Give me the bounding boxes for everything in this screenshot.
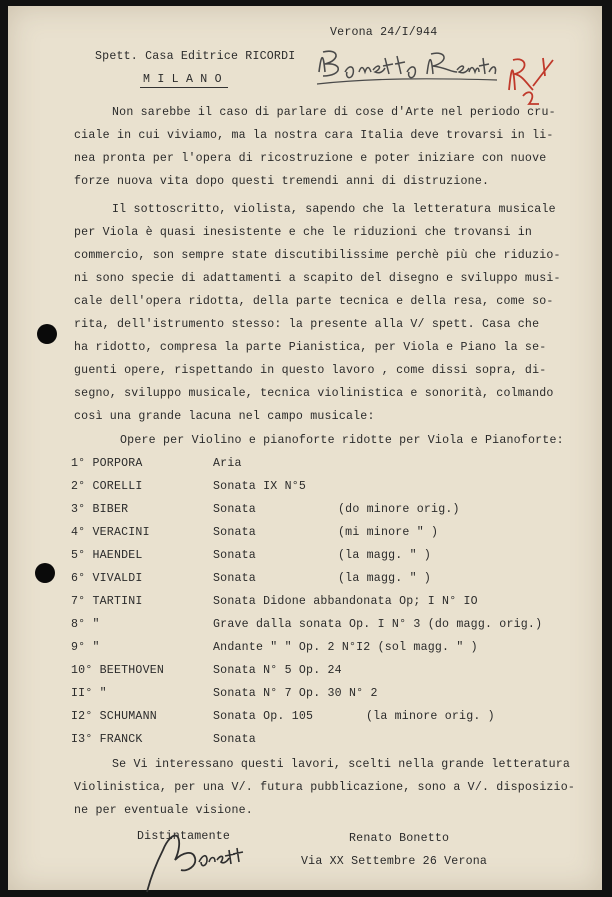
punch-hole-top — [37, 324, 57, 344]
work-number: II° " — [71, 687, 107, 700]
paragraph-1-line-2: ciale in cui viviamo, ma la nostra cara Italia deve trovarsi in li- — [74, 129, 554, 142]
work-number: I3° FRANCK — [71, 733, 143, 746]
paragraph-2-line-5: cale dell'opera ridotta, della parte tecnica e della resa, come so- — [74, 295, 554, 308]
work-title: Sonata — [213, 549, 256, 562]
handwritten-signature — [143, 826, 263, 896]
paragraph-3-line-3: ne per eventuale visione. — [74, 804, 253, 817]
sender-address: Via XX Settembre 26 Verona — [301, 855, 488, 868]
works-list-title: Opere per Violino e pianoforte ridotte per Viola e Pianoforte: — [120, 434, 564, 447]
work-number: 8° " — [71, 618, 100, 631]
addressee-city: M I L A N O — [143, 73, 222, 86]
paragraph-3-line-1: Se Vi interessano questi lavori, scelti nella grande letteratura — [112, 758, 571, 771]
work-title: Andante " " Op. 2 N°I2 (sol magg. " ) — [213, 641, 478, 654]
closing-salutation: Distintamente — [137, 830, 231, 843]
paragraph-2-line-6: rita, dell'istrumento stesso: la presente alla V/ spett. Casa che — [74, 318, 540, 331]
work-title: Grave dalla sonata Op. I N° 3 (do magg. orig.) — [213, 618, 543, 631]
work-title: Sonata N° 7 Op. 30 N° 2 — [213, 687, 378, 700]
work-number: 3° BIBER — [71, 503, 129, 516]
handwritten-reference-mark — [503, 46, 563, 110]
paragraph-2-line-7: ha ridotto, compresa la parte Pianistica, per Viola e Piano la se- — [74, 341, 547, 354]
work-number: 6° VIVALDI — [71, 572, 143, 585]
work-number: 7° TARTINI — [71, 595, 143, 608]
paragraph-2-line-8: guenti opere, rispettando in questo lavoro , come dissi sopra, di- — [74, 364, 547, 377]
sender-name: Renato Bonetto — [349, 832, 450, 845]
paragraph-3-line-2: Violinistica, per una V/. futura pubblicazione, sono a V/. disposizio- — [74, 781, 576, 794]
work-title: Sonata — [213, 503, 256, 516]
work-title: Sonata Didone abbandonata Op; I N° IO — [213, 595, 478, 608]
paragraph-2-line-3: commercio, son sempre state discutibilissime perchè più che riduzio- — [74, 249, 561, 262]
paragraph-2-line-10: così una grande lacuna nel campo musicale: — [74, 410, 375, 423]
work-number: 4° VERACINI — [71, 526, 150, 539]
work-number: 5° HAENDEL — [71, 549, 143, 562]
work-title: Sonata — [213, 526, 256, 539]
work-number: 1° PORPORA — [71, 457, 143, 470]
paragraph-1-line-1: Non sarebbe il caso di parlare di cose d'Arte nel periodo cru- — [112, 106, 556, 119]
work-note: (la magg. " ) — [338, 549, 432, 562]
work-title: Sonata N° 5 Op. 24 — [213, 664, 342, 677]
work-number: 9° " — [71, 641, 100, 654]
punch-hole-bottom — [35, 563, 55, 583]
paragraph-1-line-3: nea pronta per l'opera di ricostruzione e poter iniziare con nuove — [74, 152, 547, 165]
handwritten-name-signature — [311, 42, 501, 90]
work-note: (la magg. " ) — [338, 572, 432, 585]
letter-page — [8, 6, 602, 890]
work-note: (do minore orig.) — [338, 503, 460, 516]
paragraph-2-line-2: per Viola è quasi inesistente e che le riduzioni che trovansi in — [74, 226, 533, 239]
work-note: (la minore orig. ) — [366, 710, 495, 723]
paragraph-2-line-1: Il sottoscritto, violista, sapendo che la letteratura musicale — [112, 203, 556, 216]
work-title: Sonata — [213, 572, 256, 585]
paragraph-2-line-9: segno, sviluppo musicale, tecnica violinistica e sonorità, colmando — [74, 387, 554, 400]
work-number: I2° SCHUMANN — [71, 710, 157, 723]
work-title: Sonata — [213, 733, 256, 746]
work-note: (mi minore " ) — [338, 526, 439, 539]
work-number: 2° CORELLI — [71, 480, 143, 493]
work-number: 10° BEETHOVEN — [71, 664, 165, 677]
letter-date: Verona 24/I/944 — [330, 26, 438, 39]
addressee: Spett. Casa Editrice RICORDI — [95, 50, 296, 63]
work-title: Sonata IX N°5 — [213, 480, 307, 493]
city-underline — [140, 87, 228, 88]
paragraph-1-line-4: forze nuova vita dopo questi tremendi anni di distruzione. — [74, 175, 490, 188]
work-title: Sonata Op. 105 — [213, 710, 314, 723]
paragraph-2-line-4: ni sono specie di adattamenti a scapito del disegno e sviluppo musi- — [74, 272, 561, 285]
work-title: Aria — [213, 457, 242, 470]
